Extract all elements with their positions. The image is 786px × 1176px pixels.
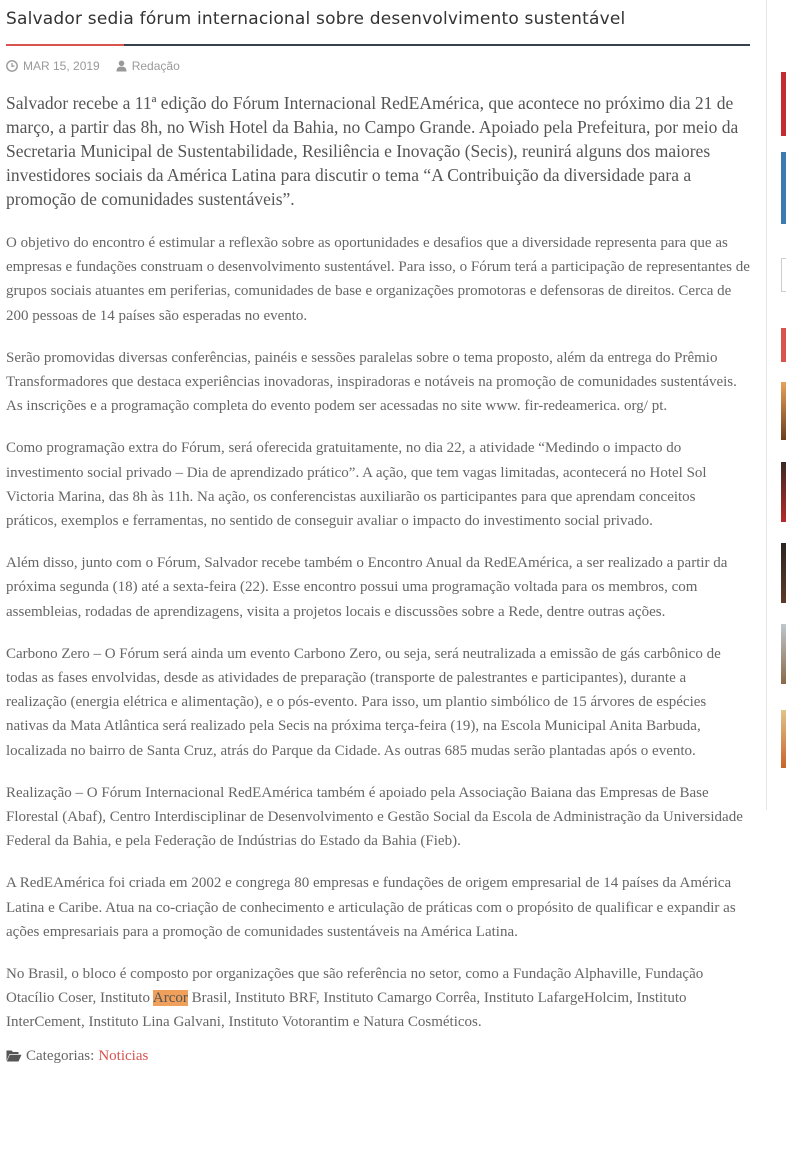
article-paragraph: Realização – O Fórum Internacional RedEAmérica também é apoiado pela Associação Baiana das Empresas de Base Florestal (Abaf), Centro Interdisciplinar de Desenvolvimento e Gestão Social da Escola de Administração da Universidade Federal da Bahia, e pela Federação de Indústrias do Estado da Bahia (Fieb). <box>6 784 743 850</box>
article-date <box>6 59 100 73</box>
article-lead: Salvador recebe a 11ª edição do Fórum Internacional RedEAmérica, que acontece no próximo dia 21 de março, a partir das 8h, no Wish Hotel da Bahia, no Campo Grande. Apoiado pela Prefeitura, por meio da Secretaria Municipal de Sustentabilidade, Resiliência e Inovação (Secis), reunirá alguns dos maiores investidores sociais da América Latina para discutir o tema “A Contribuição da diversidade para a promoção de comunidades sustentáveis”. <box>6 93 739 209</box>
sidebar-widget-red[interactable] <box>781 72 786 136</box>
search-highlight: Arcor <box>152 990 188 1007</box>
members-text-before: No Brasil, o bloco é composto por organizações que são referência no setor, como a Fundação Alphaville, Fundação Otacílio Coser, Instituto <box>6 966 704 1007</box>
article-date-text: MAR 15, 2019 <box>23 59 100 73</box>
sidebar-thumbnail[interactable] <box>781 710 786 768</box>
folder-open-icon <box>6 1049 22 1062</box>
article-categories <box>6 1045 750 1067</box>
sidebar-thumbnail[interactable] <box>781 624 786 684</box>
clock-icon <box>6 60 18 72</box>
article-author[interactable] <box>116 59 180 73</box>
sidebar-edge <box>766 0 786 810</box>
article-paragraph: O objetivo do encontro é estimular a reflexão sobre as oportunidades e desafios que a diversidade representa para que as empresas e fundações construam o desenvolvimento sustentável. Para isso, o Fórum terá a participação de representantes de grupos sociais atuantes em periferias, comunidades de base e organizações promotoras e defensoras de direitos. Cerca de 200 pessoas de 14 países são esperadas no evento. <box>6 235 750 324</box>
article-title: Salvador sedia fórum internacional sobre desenvolvimento sustentável <box>6 9 626 29</box>
sidebar-thumbnail[interactable] <box>781 382 786 440</box>
sidebar-thumbnail[interactable] <box>781 543 786 603</box>
article-paragraph: Carbono Zero – O Fórum será ainda um evento Carbono Zero, ou seja, será neutralizada a emissão de gás carbônico de todas as fases envolvidas, desde as atividades de preparação (transporte de palestrantes e participantes), durante a realização (energia elétrica e alimentação), e o pós-evento. Para isso, um plantio simbólico de 15 árvores de espécies nativas da Mata Atlântica será realizado pela Secis na próxima terça-feira (19), na Escola Municipal Anita Barbuda, localizada no bairro de Santa Cruz, atrás do Parque da Cidade. As outras 685 mudas serão plantadas após o evento. <box>6 645 721 759</box>
sidebar-widget-blue[interactable] <box>781 152 786 224</box>
article <box>6 0 750 1067</box>
title-underline-accent <box>6 44 124 46</box>
article-author-name[interactable]: Redação <box>131 59 180 73</box>
members-text-after: Brasil, Instituto BRF, Instituto Camargo Corrêa, Instituto LafargeHolcim, Instituto InterCement, Instituto Lina Galvani, Instituto Votorantim e Natura Cosméticos. <box>6 990 687 1031</box>
user-icon <box>116 60 127 72</box>
categories-label: Categorias: <box>26 1047 95 1064</box>
category-link[interactable]: Noticias <box>98 1047 149 1064</box>
article-paragraph: Como programação extra do Fórum, será oferecida gratuitamente, no dia 22, a atividade “Medindo o impacto do investimento social privado – Dia de aprendizado prático”. A ação, que tem vagas limitadas, acontecerá no Hotel Sol Victoria Marina, das 8h às 11h. Na ação, os conferencistas auxiliarão os participantes para que aprendam conceitos práticos, exemplos e ferramentas, no sentido de conseguir avaliar o impacto do investimento social privado. <box>6 440 707 530</box>
article-paragraph-members <box>6 962 750 1035</box>
article-paragraph: A RedEAmérica foi criada em 2002 e congrega 80 empresas e fundações de origem empresarial de 14 países da América Latina e Caribe. Atua na co-criação de conhecimento e articulação de práticas com o propósito de qualificar e expandir as ações empresariais para a promoção de comunidades sustentáveis na América Latina. <box>6 875 736 940</box>
title-underline <box>6 44 750 46</box>
article-meta <box>6 58 750 74</box>
sidebar-section-marker <box>781 328 786 362</box>
article-paragraph: Serão promovidas diversas conferências, painéis e sessões paralelas sobre o tema proposto, além da entrega do Prêmio Transformadores que destaca experiências inovadoras, inspiradoras e notáveis na promoção de comunidades sustentáveis. As inscrições e a programação completa do evento podem ser acessadas no site www. fir-redeamerica. org/ pt. <box>6 349 737 415</box>
article-paragraph: Além disso, junto com o Fórum, Salvador recebe também o Encontro Anual da RedEAmérica, a ser realizado a partir da próxima segunda (18) até a sexta-feira (22). Esse encontro possui uma programação voltada para os membros, com assembleias, rodadas de aprendizagens, visita a projetos locais e discussões sobre a Rede, dentre outras ações. <box>6 555 728 620</box>
sidebar-thumbnail[interactable] <box>781 462 786 522</box>
sidebar-search-box[interactable] <box>781 258 786 292</box>
